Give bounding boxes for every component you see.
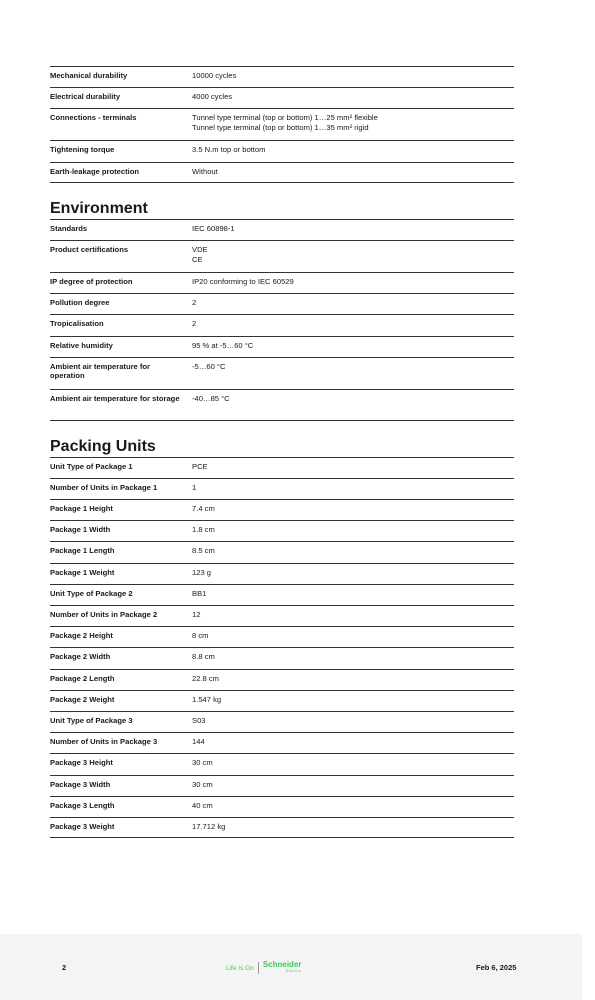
environment-title: Environment	[50, 199, 148, 217]
spec-value	[192, 652, 514, 668]
spec-label: Package 2 Weight	[50, 694, 115, 704]
spec-value-line: 3.5 N.m top or bottom	[192, 145, 266, 155]
spec-label: Package 1 Height	[50, 504, 113, 514]
spec-value-line: 1.547 kg	[192, 694, 222, 704]
spec-row	[50, 457, 514, 478]
spec-row	[50, 478, 514, 499]
spec-value-line: 8 cm	[192, 631, 209, 641]
spec-value	[192, 716, 514, 732]
document-date: Feb 6, 2025	[476, 963, 517, 972]
spec-row	[50, 563, 514, 584]
spec-value-line: Tunnel type terminal (top or bottom) 1…35 mm² rigid	[192, 123, 369, 133]
spec-value	[192, 610, 514, 626]
spec-value-line: 30 cm	[192, 779, 213, 789]
spec-label: Number of Units in Package 3	[50, 737, 158, 747]
logo-main-text: Schneider	[262, 960, 302, 969]
spec-value-line: 7.4 cm	[192, 504, 215, 514]
spec-row	[50, 108, 514, 140]
brand-divider	[258, 962, 259, 974]
spec-value	[192, 695, 514, 711]
spec-value	[192, 504, 514, 520]
spec-label: Standards	[50, 223, 88, 233]
spec-row	[50, 240, 514, 272]
spec-value	[192, 362, 514, 389]
environment-table	[50, 219, 514, 421]
packing-units-title: Packing Units	[50, 437, 156, 455]
spec-row	[50, 775, 514, 796]
spec-label: Earth-leakage protection	[50, 166, 140, 176]
spec-row	[50, 753, 514, 774]
spec-value	[192, 71, 514, 87]
datasheet-content	[50, 66, 514, 838]
spec-row	[50, 389, 514, 421]
spec-value-line: VDE	[192, 244, 208, 254]
spec-value	[192, 525, 514, 541]
spec-label: Number of Units in Package 1	[50, 482, 158, 492]
spec-value	[192, 92, 514, 108]
spec-value	[192, 462, 514, 478]
spec-value	[192, 394, 514, 420]
logo-sub-text: Electric	[285, 969, 302, 973]
spec-value-line: 95 % at -5…60 °C	[192, 340, 254, 350]
spec-label: Package 3 Length	[50, 800, 115, 810]
spec-row	[50, 732, 514, 753]
spec-row	[50, 219, 514, 240]
spec-row	[50, 541, 514, 562]
spec-value-line: CE	[192, 254, 203, 264]
spec-value-line: -40…85 °C	[192, 393, 230, 403]
spec-label: Package 3 Height	[50, 758, 113, 768]
spec-label: Connections - terminals	[50, 113, 137, 123]
spec-value	[192, 224, 514, 240]
spec-row	[50, 817, 514, 838]
spec-row	[50, 605, 514, 626]
spec-value	[192, 589, 514, 605]
spec-label: Package 3 Weight	[50, 821, 115, 831]
spec-row	[50, 272, 514, 293]
spec-label: Package 2 Height	[50, 631, 113, 641]
spec-label: Number of Units in Package 2	[50, 610, 158, 619]
spec-value	[192, 568, 514, 584]
spec-value	[192, 758, 514, 774]
schneider-logo	[263, 961, 302, 975]
spec-value-line: Without	[192, 166, 218, 176]
spec-row	[50, 499, 514, 520]
spec-label: Mechanical durability	[50, 71, 128, 80]
spec-label: Package 3 Width	[50, 779, 111, 789]
spec-row	[50, 796, 514, 817]
spec-value-line: 2	[192, 319, 197, 329]
spec-value	[192, 145, 514, 161]
spec-value-line: IP20 conforming to IEC 60529	[192, 276, 294, 286]
spec-value	[192, 298, 514, 314]
spec-value-line: PCE	[192, 461, 208, 471]
spec-value	[192, 277, 514, 293]
spec-value	[192, 319, 514, 335]
spec-row	[50, 669, 514, 690]
spec-value-line: 17.712 kg	[192, 821, 226, 831]
spec-value-line: -5…60 °C	[192, 361, 226, 371]
spec-row	[50, 626, 514, 647]
spec-row	[50, 87, 514, 108]
spec-value	[192, 341, 514, 357]
spec-label: Package 1 Weight	[50, 567, 115, 577]
spec-label: Unit Type of Package 3	[50, 715, 133, 725]
brand-tagline: Life Is On	[226, 964, 254, 972]
spec-value	[192, 822, 514, 837]
spec-label: Tightening torque	[50, 145, 115, 155]
page-footer	[0, 934, 582, 1000]
spec-value	[192, 674, 514, 690]
spec-value	[192, 801, 514, 817]
spec-label: Product certifications	[50, 244, 129, 254]
spec-label: Ambient air temperature for storage	[50, 393, 180, 403]
spec-row	[50, 336, 514, 357]
spec-label: Electrical durability	[50, 92, 121, 102]
spec-row	[50, 140, 514, 161]
spec-value-line: IEC 60898-1	[192, 223, 235, 233]
spec-row	[50, 584, 514, 605]
spec-value	[192, 631, 514, 647]
spec-row	[50, 293, 514, 314]
spec-value-line: 22.8 cm	[192, 673, 220, 683]
spec-value-line: 30 cm	[192, 758, 213, 768]
spec-value-line: 4000 cycles	[192, 92, 233, 102]
spec-row	[50, 162, 514, 183]
spec-label: Package 1 Width	[50, 525, 111, 535]
spec-label: Relative humidity	[50, 340, 113, 350]
spec-label: Pollution degree	[50, 298, 110, 308]
spec-value	[192, 113, 514, 140]
spec-row	[50, 357, 514, 389]
section-gap	[50, 183, 514, 199]
spec-value-line: S03	[192, 715, 206, 725]
spec-value	[192, 167, 514, 182]
spec-label: Unit Type of Package 2	[50, 588, 133, 598]
spec-value-line: BB1	[192, 588, 207, 598]
spec-value	[192, 780, 514, 796]
spec-label: Tropicalisation	[50, 319, 104, 329]
spec-table-top	[50, 66, 514, 183]
spec-value-line: 10000 cycles	[192, 71, 237, 80]
spec-value-line: 1	[192, 482, 197, 492]
spec-row	[50, 711, 514, 732]
spec-value	[192, 483, 514, 499]
spec-row	[50, 66, 514, 87]
spec-label: Package 1 Length	[50, 546, 115, 556]
spec-value-line: 40 cm	[192, 800, 213, 810]
spec-value	[192, 546, 514, 562]
spec-value-line: 12	[192, 610, 201, 619]
spec-label: Package 2 Width	[50, 652, 111, 662]
page-number: 2	[62, 963, 67, 972]
spec-row	[50, 520, 514, 541]
spec-row	[50, 647, 514, 668]
spec-value	[192, 245, 514, 272]
spec-label: IP degree of protection	[50, 276, 133, 286]
section-gap	[50, 421, 514, 437]
spec-value	[192, 737, 514, 753]
spec-value-line: 123 g	[192, 567, 212, 577]
spec-value-line: Tunnel type terminal (top or bottom) 1…25 mm² flexible	[192, 113, 378, 123]
spec-label: Unit Type of Package 1	[50, 461, 133, 471]
spec-row	[50, 314, 514, 335]
packing-units-table	[50, 457, 514, 838]
spec-label: Package 2 Length	[50, 673, 115, 683]
spec-value-line: 8.8 cm	[192, 652, 215, 662]
spec-value-line: 144	[192, 737, 205, 747]
spec-row	[50, 690, 514, 711]
spec-label: Ambient air temperature for operation	[50, 361, 151, 380]
spec-value-line: 2	[192, 298, 197, 308]
spec-value-line: 1.8 cm	[192, 525, 215, 535]
spec-value-line: 8.5 cm	[192, 546, 215, 556]
brand-logo	[226, 961, 302, 975]
